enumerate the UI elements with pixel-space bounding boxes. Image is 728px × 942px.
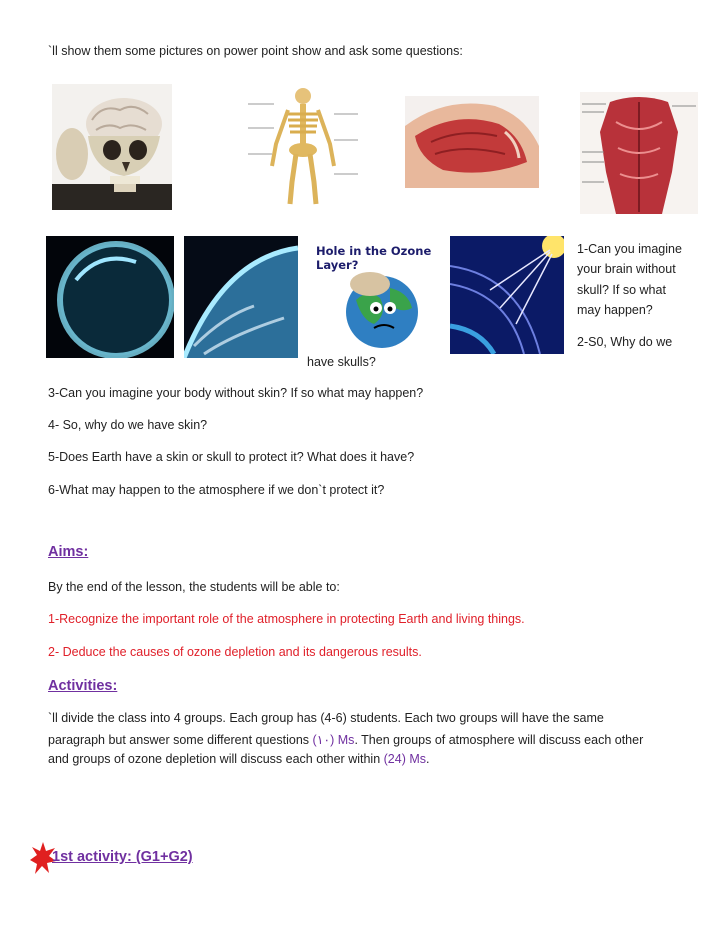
activities-line-1: `ll divide the class into 4 groups. Each group has (4-6) students. Each two groups will have the same: [48, 711, 604, 725]
sun-rays-image: [450, 236, 564, 354]
question-2-line-2: have skulls?: [307, 355, 376, 369]
ozone-cartoon-title: Hole in the Ozone Layer?: [316, 244, 432, 272]
activities-time-10: (١٠) Ms: [312, 733, 355, 747]
question-1-line-2: your brain without: [577, 262, 676, 276]
activities-line-2-text-a: paragraph but answer some different questions: [48, 733, 313, 747]
activities-time-24: (24) Ms: [383, 752, 426, 766]
activities-line-2-text-c: . Then groups of atmosphere will discuss each other: [354, 733, 644, 747]
back-muscle-image: [580, 92, 698, 214]
intro-text: `ll show them some pictures on power point show and ask some questions:: [48, 44, 463, 58]
aims-heading: Aims:: [48, 544, 89, 560]
aim-2: 2- Deduce the causes of ozone depletion and its dangerous results.: [48, 645, 422, 659]
question-3: 3-Can you imagine your body without skin? If so what may happen?: [48, 386, 424, 400]
question-2-line-1: 2-S0, Why do we: [577, 335, 673, 349]
activities-line-3-text-a: and groups of ozone depletion will discuss each other within: [48, 752, 384, 766]
skull-image: [52, 84, 172, 210]
ozone-cartoon-image: [312, 238, 440, 354]
earth-closeup-image: [184, 236, 298, 358]
activities-line-3-text-c: .: [426, 752, 430, 766]
first-activity-heading: 1st activity: (G1+G2): [52, 849, 193, 865]
earth-atmosphere-image: [46, 236, 174, 358]
question-6: 6-What may happen to the atmosphere if we don`t protect it?: [48, 483, 385, 497]
activities-line-3: [48, 752, 429, 766]
question-1-line-3: skull? If so what: [577, 283, 666, 297]
arm-muscle-image: [405, 96, 539, 188]
question-1-line-1: 1-Can you imagine: [577, 242, 682, 256]
aim-1: 1-Recognize the important role of the atmosphere in protecting Earth and living things.: [48, 612, 525, 626]
question-5: 5-Does Earth have a skin or skull to protect it? What does it have?: [48, 450, 415, 464]
aims-intro: By the end of the lesson, the students will be able to:: [48, 580, 340, 594]
activities-heading: Activities:: [48, 678, 118, 694]
question-1-line-4: may happen?: [577, 303, 653, 317]
skeleton-image: [244, 84, 362, 208]
question-4: 4- So, why do we have skin?: [48, 418, 208, 432]
activities-line-2: [48, 732, 643, 747]
